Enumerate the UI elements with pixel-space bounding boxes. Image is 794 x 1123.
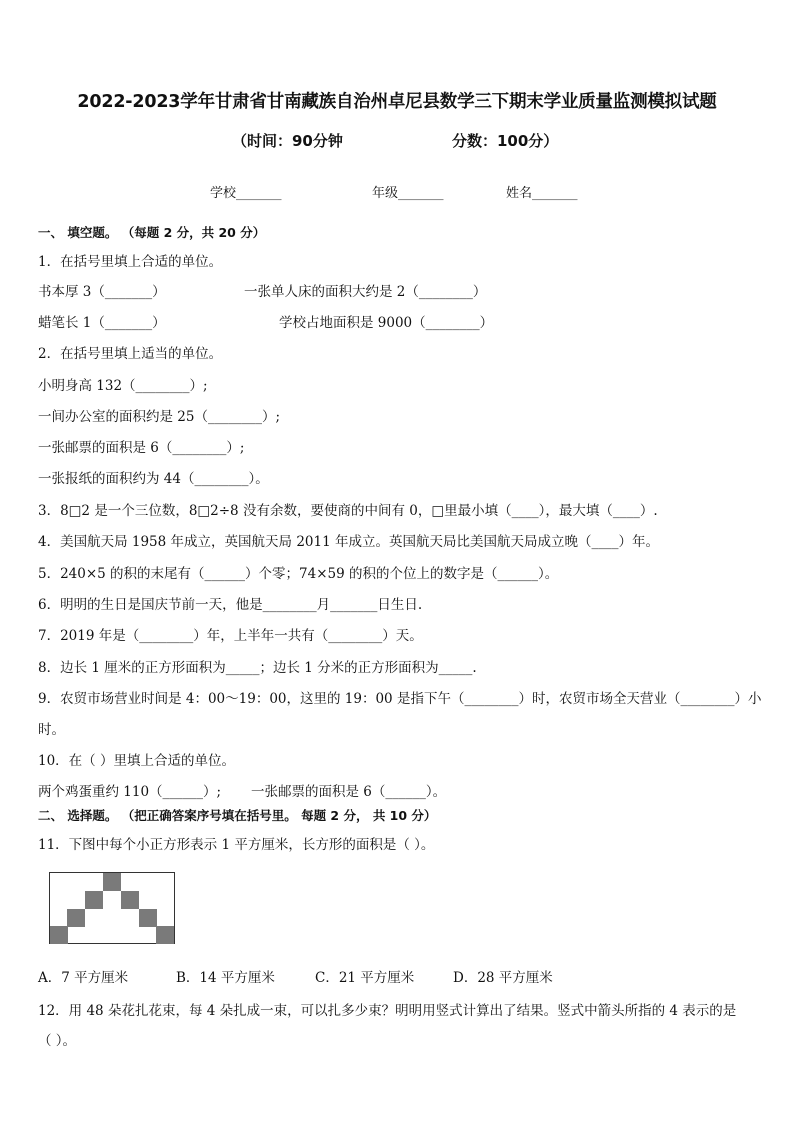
question-9: 9．农贸市场营业时间是 4：00～19：00，这里的 19：00 是指下午（________）时，农贸市场全天营业（________）小 <box>38 691 762 707</box>
time-label: （时间：90分钟 <box>232 132 343 150</box>
section-1-note: （每题 2 分，共 20 分） <box>121 225 266 240</box>
question-8: 8．边长 1 厘米的正方形面积为_____；边长 1 分米的正方形面积为_____. <box>38 660 477 676</box>
question-1-item-a: 书本厚 3（_______） <box>38 284 166 300</box>
question-10: 10．在（ ）里填上合适的单位。 <box>38 753 235 769</box>
question-7: 7．2019 年是（________）年，上半年一共有（________）天。 <box>38 628 423 644</box>
name-field: 姓名_______ <box>506 186 578 201</box>
question-2-item-c: 一张邮票的面积是 6（________）; <box>38 440 245 456</box>
section-2-note: （把正确答案序号填在括号里。 每题 2 分， 共 10 分） <box>121 808 437 823</box>
section-1-title: 一、 填空题。 <box>38 225 118 240</box>
exam-title: 2022-2023学年甘肃省甘南藏族自治州卓尼县数学三下期末学业质量监测模拟试题 <box>77 92 717 112</box>
grid-square <box>139 909 157 927</box>
grid-rectangle-figure <box>49 872 175 944</box>
score-label: 分数：100分） <box>452 132 559 150</box>
question-2-item-a: 小明身高 132（________）; <box>38 378 208 394</box>
section-2-title: 二、 选择题。 <box>38 808 118 823</box>
question-1-item-c: 蜡笔长 1（_______） <box>38 315 166 331</box>
question-12: 12．用 48 朵花扎花束，每 4 朵扎成一束，可以扎多少束？明明用竖式计算出了结果。竖式中箭头所指的 4 表示的是 <box>38 1003 737 1019</box>
question-5: 5．240×5 的积的末尾有（______）个零；74×59 的积的个位上的数字是（______）。 <box>38 566 559 582</box>
grade-field: 年级_______ <box>372 186 444 201</box>
grid-square <box>103 873 121 891</box>
grid-square <box>50 926 68 944</box>
question-2-item-d: 一张报纸的面积约为 44（________）。 <box>38 471 269 487</box>
grid-square <box>121 891 139 909</box>
option-c: C．21 平方厘米 <box>315 970 415 986</box>
question-3: 3．8□2 是一个三位数，8□2÷8 没有余数，要使商的中间有 0，□里最小填（____），最大填（____）. <box>38 503 658 519</box>
section-2-heading <box>38 806 436 824</box>
grid-square <box>85 891 103 909</box>
option-b: B．14 平方厘米 <box>176 970 275 986</box>
question-4: 4．美国航天局 1958 年成立，英国航天局 2011 年成立。英国航天局比美国航天局成立晚（____）年。 <box>38 534 659 550</box>
question-10-item-a: 两个鸡蛋重约 110（______）; <box>38 784 222 800</box>
question-9-continued: 时。 <box>38 722 65 738</box>
question-10-item-b: 一张邮票的面积是 6（______）。 <box>251 784 447 800</box>
question-6: 6．明明的生日是国庆节前一天，他是________月_______日生日. <box>38 597 423 613</box>
question-1-item-b: 一张单人床的面积大约是 2（________） <box>244 284 487 300</box>
question-2: 2．在括号里填上适当的单位。 <box>38 346 223 362</box>
grid-square <box>67 909 85 927</box>
question-1: 1．在括号里填上合适的单位。 <box>38 254 223 270</box>
question-1-item-d: 学校占地面积是 9000（________） <box>279 315 494 331</box>
question-2-item-b: 一间办公室的面积约是 25（________）; <box>38 409 281 425</box>
option-a: A．7 平方厘米 <box>38 970 129 986</box>
grid-square <box>156 926 174 944</box>
question-11: 11．下图中每个小正方形表示 1 平方厘米，长方形的面积是（ ）。 <box>38 837 435 853</box>
question-12-continued: （ ）。 <box>38 1033 77 1049</box>
section-1-heading <box>38 223 265 241</box>
option-d: D．28 平方厘米 <box>453 970 553 986</box>
school-field: 学校_______ <box>210 186 282 201</box>
